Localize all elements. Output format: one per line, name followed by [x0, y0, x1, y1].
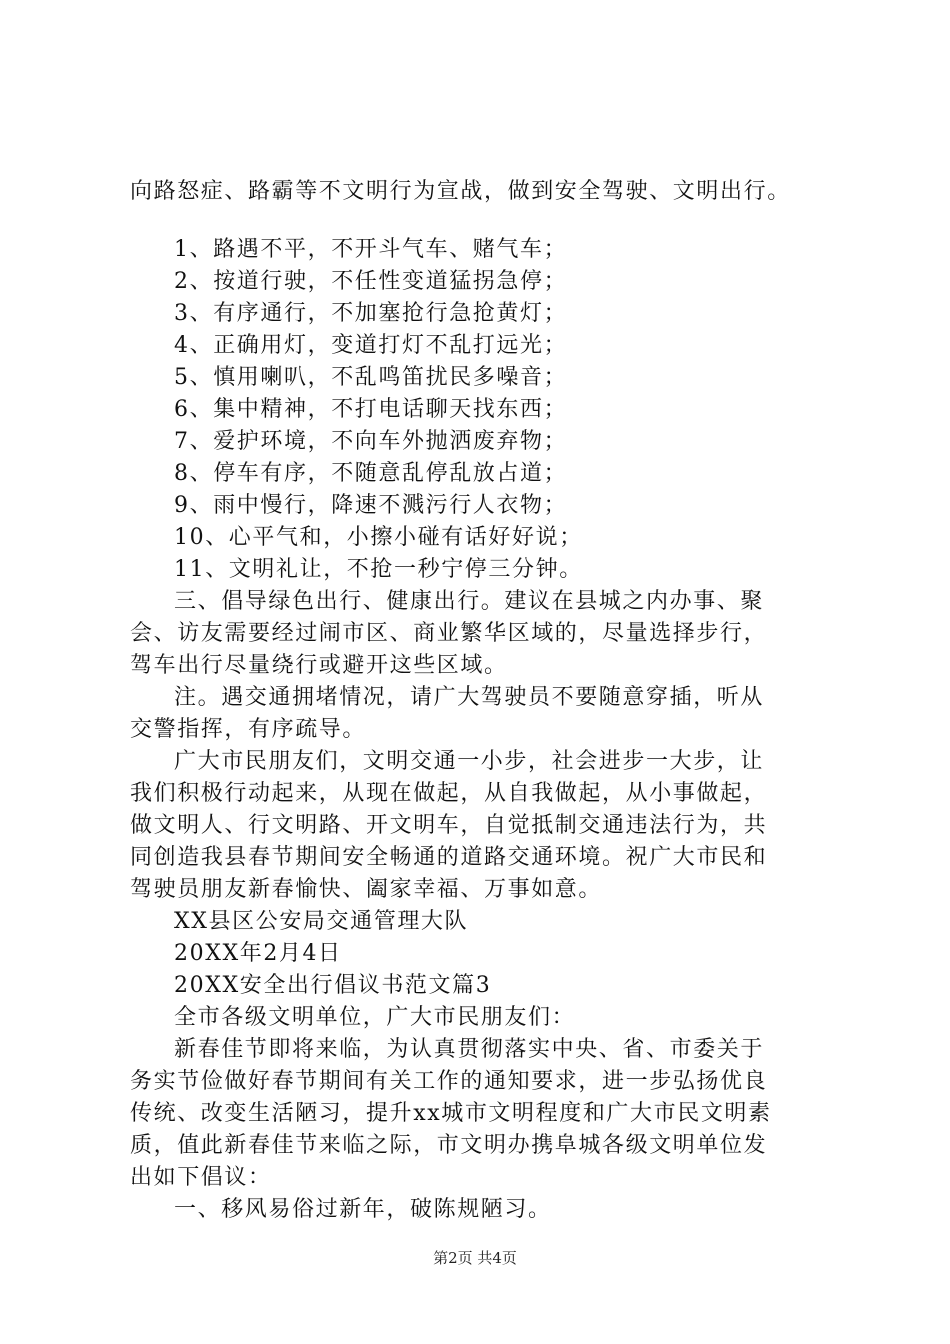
text-line: 注。遇交通拥堵情况，请广大驾驶员不要随意穿插，听从 [174, 685, 765, 710]
text-line: 质，值此新春佳节来临之际，市文明办携阜城各级文明单位发 [130, 1133, 768, 1158]
text-line: 7、爱护环境，不向车外抛洒废弃物； [174, 429, 568, 454]
text-line: 广大市民朋友们，文明交通一小步，社会进步一大步，让 [174, 749, 765, 774]
text-line: 传统、改变生活陋习，提升xx城市文明程度和广大市民文明素 [130, 1101, 772, 1126]
text-line: 2、按道行驶，不任性变道猛拐急停； [174, 269, 568, 294]
text-line: 驾驶员朋友新春愉快、阖家幸福、万事如意。 [130, 877, 603, 902]
text-line: 5、慎用喇叭，不乱鸣笛扰民多噪音； [174, 365, 568, 390]
text-line: 1、路遇不平，不开斗气车、赌气车； [174, 237, 568, 262]
text-line: 同创造我县春节期间安全畅通的道路交通环境。祝广大市民和 [130, 845, 768, 870]
text-line: 三、倡导绿色出行、健康出行。建议在县城之内办事、聚 [174, 589, 765, 614]
text-line: 我们积极行动起来，从现在做起，从自我做起，从小事做起， [130, 781, 768, 806]
salutation: 全市各级文明单位，广大市民朋友们： [174, 1005, 576, 1030]
text-line: 6、集中精神，不打电话聊天找东西； [174, 397, 568, 422]
text-line: 驾车出行尽量绕行或避开这些区域。 [130, 653, 508, 678]
text-line: 向路怒症、路霸等不文明行为宣战，做到安全驾驶、文明出行。 [130, 179, 791, 204]
text-line: 做文明人、行文明路、开文明车，自觉抵制交通违法行为，共 [130, 813, 768, 838]
text-line: 出如下倡议： [130, 1165, 272, 1190]
section-heading: 20XX安全出行倡议书范文篇3 [174, 973, 492, 998]
text-line: 交警指挥，有序疏导。 [130, 717, 367, 742]
signature-organization: XX县区公安局交通管理大队 [174, 909, 469, 934]
text-line: 会、访友需要经过闹市区、商业繁华区域的，尽量选择步行， [130, 621, 768, 646]
text-line: 9、雨中慢行，降速不溅污行人衣物； [174, 493, 568, 518]
text-line: 新春佳节即将来临，为认真贯彻落实中央、省、市委关于 [174, 1037, 765, 1062]
text-line: 3、有序通行，不加塞抢行急抢黄灯； [174, 301, 568, 326]
text-line: 8、停车有序，不随意乱停乱放占道； [174, 461, 568, 486]
text-line: 一、移风易俗过新年，破陈规陋习。 [174, 1197, 552, 1222]
signature-date: 20XX年2月4日 [174, 941, 342, 966]
page-number-footer: 第2页 共4页 [433, 1249, 517, 1267]
text-line: 务实节俭做好春节期间有关工作的通知要求，进一步弘扬优良 [130, 1069, 768, 1094]
text-line: 10、心平气和，小擦小碰有话好好说； [174, 525, 583, 550]
text-line: 4、正确用灯，变道打灯不乱打远光； [174, 333, 568, 358]
text-line: 11、文明礼让，不抢一秒宁停三分钟。 [174, 557, 583, 582]
